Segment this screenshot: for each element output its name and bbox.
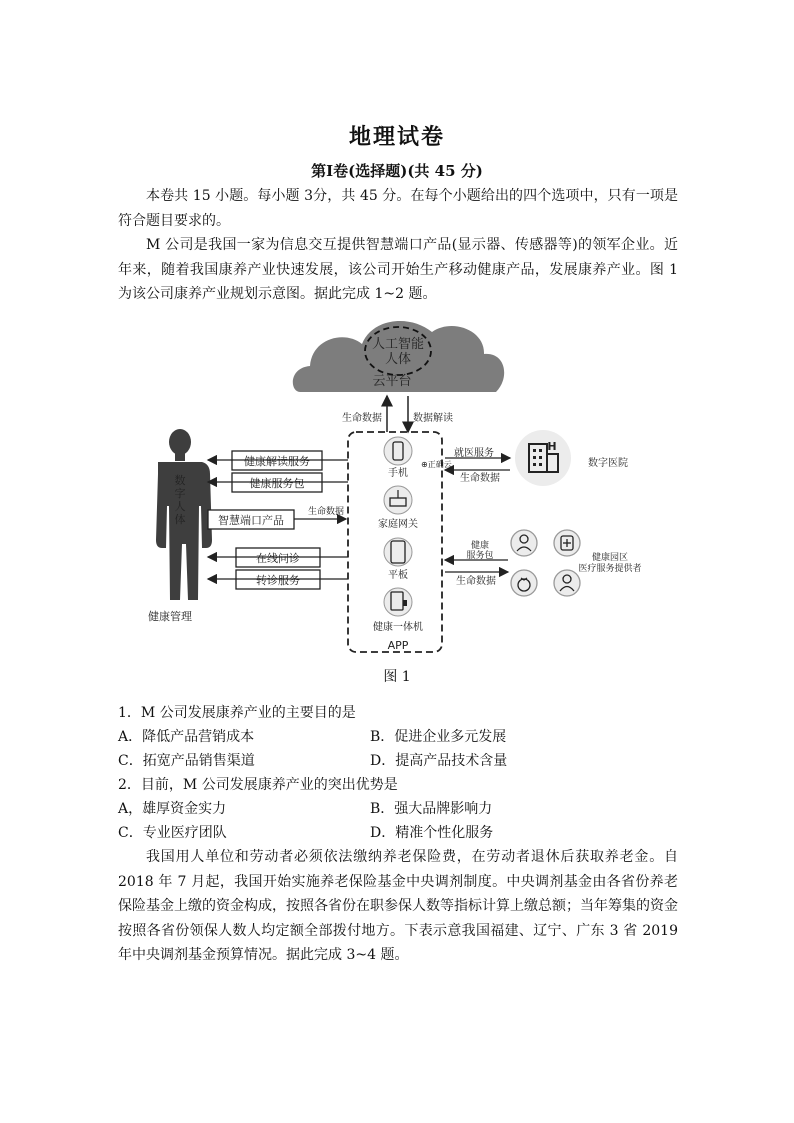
human-label-2: 字 — [174, 487, 186, 500]
park-service-label-2: 服务包 — [466, 551, 494, 561]
park-provider-icons — [511, 530, 580, 596]
device-tablet — [384, 538, 412, 581]
figure-1-diagram — [140, 308, 660, 660]
section-title: 第Ⅰ卷(选择题)(共 45 分) — [311, 162, 483, 180]
question-1-option-c: C．拓宽产品销售渠道 — [118, 753, 255, 769]
cloud-line-2: 人体 — [384, 352, 412, 367]
svg-text:智慧端口产品: 智慧端口产品 — [218, 514, 284, 527]
app-label: APP — [387, 639, 409, 652]
human-label-1: 数 — [174, 474, 186, 487]
device-home-gateway — [378, 486, 418, 530]
svg-text:在线问诊: 在线问诊 — [256, 552, 300, 565]
svg-text:健康一体机: 健康一体机 — [373, 622, 423, 633]
svg-text:转诊服务: 转诊服务 — [256, 574, 300, 587]
question-2-stem: 2．目前，M 公司发展康养产业的突出优势是 — [118, 777, 398, 793]
passage-2: 我国用人单位和劳动者必须依法缴纳养老保险费，在劳动者退休后获取养老金。自 2018 年 7 月起，我国开始实施养老保险基金中央调剂制度。中央调剂基金由各省份养老保险基金上缴的资金构成，按照各省份在职参保人数等指标计算上缴总额；当年筹集的资金按照各省份领保人数人均定额全部拨付地方。下表示意我国福建、辽宁、广东 3 省 2019 年中央调剂基金预算情况。据此完成 3~4 题。 — [118, 849, 678, 963]
question-2-option-a: A，雄厚资金实力 — [118, 801, 227, 817]
cloud-platform — [293, 321, 504, 392]
passage-1: M 公司是我国一家为信息交互提供智慧端口产品(显示器、传感器等)的领军企业。近年来，随着我国康养产业快速发展，该公司开始生产移动健康产品，发展康养产业。图 1 为该公司康养产业规划示意图。据此完成 1~2 题。 — [118, 237, 678, 302]
svg-text:手机: 手机 — [388, 468, 408, 479]
service-health-interpret — [208, 451, 348, 470]
park-provider-label-2: 医疗服务提供者 — [578, 564, 642, 574]
park-service-label-1: 健康 — [470, 541, 490, 551]
question-1-option-a: A．降低产品营销成本 — [118, 729, 255, 745]
question-2-option-d: D．精准个性化服务 — [370, 825, 494, 841]
hospital-service-label: 就医服务 — [454, 448, 494, 459]
arrow-label-life-data: 生命数据 — [342, 413, 382, 424]
question-2-option-c: C．专业医疗团队 — [118, 825, 227, 841]
hospital-label: 数字医院 — [588, 458, 628, 469]
figure-caption: 图 1 — [383, 669, 411, 685]
park-life-label: 生命数据 — [456, 576, 496, 587]
question-1-option-d: D．提高产品技术含量 — [370, 753, 508, 769]
cloud-line-1: 人工智能 — [371, 337, 425, 352]
service-health-package — [208, 473, 348, 492]
device-phone — [384, 437, 412, 479]
svg-text:H: H — [547, 440, 557, 453]
page-title: 地理试卷 — [348, 124, 445, 150]
hospital-life-label: 生命数据 — [460, 473, 500, 484]
arrow-label-data-read: 数据解读 — [413, 413, 453, 424]
question-1-stem: 1．M 公司发展康养产业的主要目的是 — [118, 705, 356, 721]
intro-paragraph: 本卷共 15 小题。每小题 3分，共 45 分。在每个小题给出的四个选项中，只有一项是符合题目要求的。 — [118, 188, 678, 229]
human-label-3: 人 — [174, 500, 186, 513]
question-2-option-b: B．强大品牌影响力 — [370, 801, 493, 817]
device-health-kiosk — [373, 588, 423, 633]
svg-text:平板: 平板 — [388, 570, 408, 581]
health-mgmt-label: 健康管理 — [148, 610, 192, 623]
service-referral — [208, 570, 348, 589]
park-provider-label-1: 健康园区 — [591, 553, 629, 563]
question-1-option-b: B．促进企业多元发展 — [370, 729, 507, 745]
cloud-platform-label: 云平台 — [372, 374, 412, 389]
human-label-4: 体 — [174, 513, 186, 526]
svg-text:生命数据: 生命数据 — [307, 507, 345, 517]
svg-text:健康服务包: 健康服务包 — [249, 477, 305, 490]
hospital-icon — [515, 430, 571, 486]
svg-text:家庭网关: 家庭网关 — [378, 519, 418, 530]
watermark: ⊕正确云 — [421, 460, 452, 469]
svg-text:健康解读服务: 健康解读服务 — [244, 455, 310, 468]
service-smart-port — [208, 505, 346, 529]
service-online-consult — [208, 548, 348, 567]
